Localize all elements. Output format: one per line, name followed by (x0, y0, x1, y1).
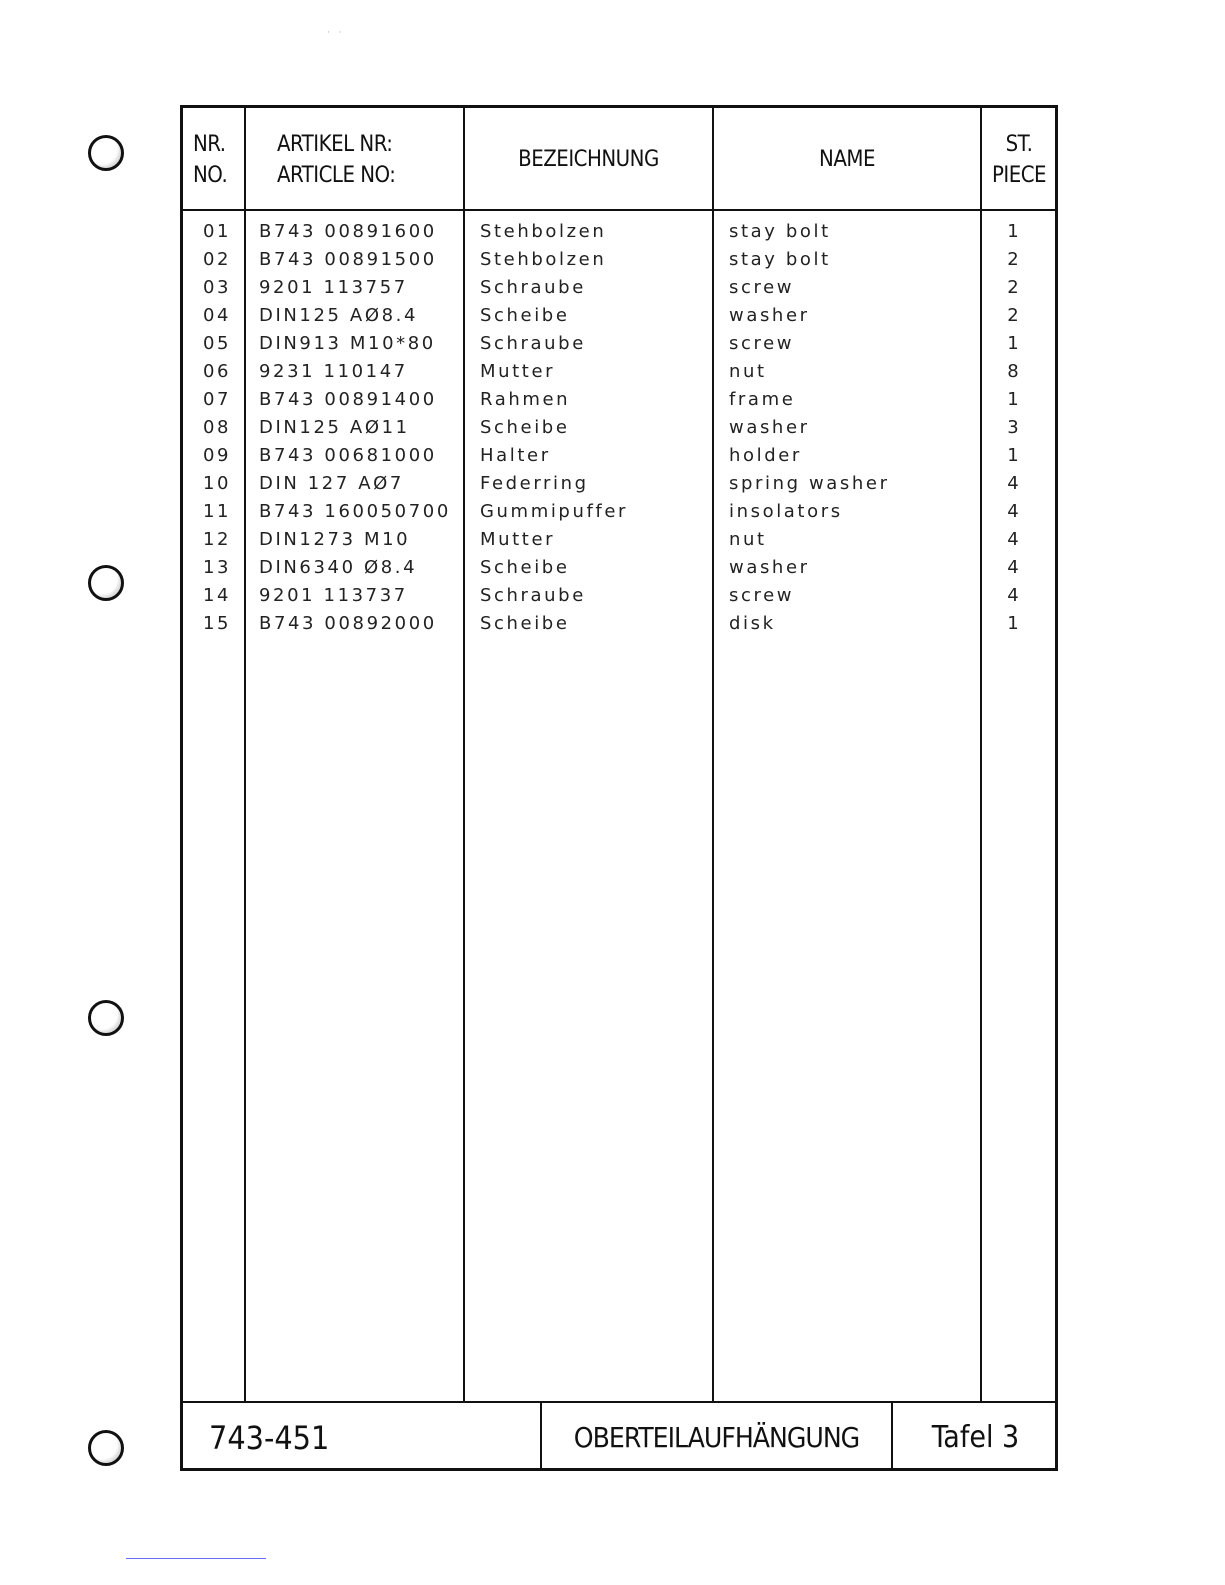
row-bezeichnung: Scheibe (480, 613, 570, 634)
table-row (183, 333, 1055, 361)
row-bezeichnung: Scheibe (480, 557, 570, 578)
row-name: frame (729, 389, 796, 410)
row-no: 06 (203, 361, 232, 382)
row-article: B743 00891500 (259, 249, 437, 270)
row-qty: 1 (1007, 613, 1019, 634)
table-row (183, 221, 1055, 249)
row-no: 04 (203, 305, 232, 326)
row-name: insolators (729, 501, 843, 522)
punch-hole-4 (88, 1430, 124, 1466)
drawing-number: 743-451 (209, 1418, 330, 1457)
row-bezeichnung: Gummipuffer (480, 501, 629, 522)
header-nr-en: NO. (193, 162, 228, 188)
scan-mark-line (126, 1558, 266, 1559)
row-article: B743 00891600 (259, 221, 437, 242)
row-qty: 1 (1007, 389, 1019, 410)
header-nr (193, 108, 243, 211)
footer-separator (183, 1401, 1055, 1403)
row-name: holder (729, 445, 802, 466)
row-article: B743 00891400 (259, 389, 437, 410)
punch-hole-3 (88, 1000, 124, 1036)
header-name: NAME (819, 147, 875, 172)
row-qty: 8 (1007, 361, 1019, 382)
row-name: washer (729, 417, 810, 438)
parts-list-table (180, 105, 1058, 1471)
header-piece-de: ST. (1005, 131, 1033, 157)
header-article-de: ARTIKEL NR: (277, 131, 393, 157)
table-row (183, 473, 1055, 501)
row-no: 08 (203, 417, 232, 438)
row-article: DIN 127 AØ7 (259, 473, 404, 494)
header-article-en: ARTICLE NO: (277, 162, 396, 188)
row-no: 15 (203, 613, 232, 634)
table-row (183, 613, 1055, 641)
row-name: spring washer (729, 473, 890, 494)
table-row (183, 417, 1055, 445)
header-piece (982, 108, 1056, 211)
row-qty: 2 (1007, 277, 1019, 298)
row-bezeichnung: Schraube (480, 277, 586, 298)
row-qty: 4 (1007, 557, 1019, 578)
row-article: 9231 110147 (259, 361, 408, 382)
row-name: screw (729, 333, 795, 354)
row-bezeichnung: Federring (480, 473, 589, 494)
row-article: 9201 113737 (259, 585, 408, 606)
row-bezeichnung: Mutter (480, 529, 556, 550)
row-article: 9201 113757 (259, 277, 408, 298)
row-name: screw (729, 277, 795, 298)
punch-hole-1 (88, 135, 124, 171)
table-row (183, 389, 1055, 417)
row-no: 09 (203, 445, 232, 466)
row-qty: 4 (1007, 529, 1019, 550)
row-qty: 4 (1007, 585, 1019, 606)
row-no: 03 (203, 277, 232, 298)
row-article: DIN125 AØ11 (259, 417, 410, 438)
row-article: DIN6340 Ø8.4 (259, 557, 418, 578)
row-bezeichnung: Halter (480, 445, 551, 466)
row-bezeichnung: Schraube (480, 585, 586, 606)
row-no: 13 (203, 557, 232, 578)
row-name: screw (729, 585, 795, 606)
row-article: DIN125 AØ8.4 (259, 305, 419, 326)
row-no: 02 (203, 249, 232, 270)
header-piece-en: PIECE (991, 162, 1047, 188)
row-bezeichnung: Stehbolzen (480, 221, 607, 242)
table-row (183, 585, 1055, 613)
table-row (183, 529, 1055, 557)
row-bezeichnung: Mutter (480, 361, 556, 382)
row-no: 01 (203, 221, 232, 242)
row-no: 10 (203, 473, 232, 494)
row-article: B743 00681000 (259, 445, 437, 466)
header-separator (183, 209, 1055, 211)
sheet-number: Tafel 3 (931, 1420, 1020, 1455)
table-row (183, 249, 1055, 277)
header-nr-de: NR. (193, 131, 226, 157)
row-qty: 4 (1007, 501, 1019, 522)
row-qty: 1 (1007, 333, 1019, 354)
row-bezeichnung: Schraube (480, 333, 586, 354)
row-name: disk (729, 613, 776, 634)
table-row (183, 361, 1055, 389)
row-qty: 2 (1007, 305, 1019, 326)
scan-specks: · · (327, 28, 345, 38)
row-no: 05 (203, 333, 232, 354)
row-name: washer (729, 557, 810, 578)
row-name: nut (729, 529, 767, 550)
row-name: stay bolt (729, 249, 831, 270)
table-row (183, 305, 1055, 333)
header-article (277, 108, 461, 211)
row-name: washer (729, 305, 810, 326)
row-bezeichnung: Rahmen (480, 389, 571, 410)
row-qty: 1 (1007, 445, 1019, 466)
row-no: 11 (203, 501, 232, 522)
row-article: DIN1273 M10 (259, 529, 411, 550)
row-qty: 4 (1007, 473, 1019, 494)
row-qty: 2 (1007, 249, 1019, 270)
row-bezeichnung: Scheibe (480, 305, 570, 326)
table-row (183, 501, 1055, 529)
row-article: B743 160050700 (259, 501, 451, 522)
header-bezeichnung: BEZEICHNUNG (518, 147, 659, 172)
row-no: 12 (203, 529, 232, 550)
table-row (183, 277, 1055, 305)
row-name: stay bolt (729, 221, 831, 242)
row-bezeichnung: Stehbolzen (480, 249, 607, 270)
row-name: nut (729, 361, 767, 382)
row-article: DIN913 M10*80 (259, 333, 436, 354)
row-no: 07 (203, 389, 232, 410)
row-bezeichnung: Scheibe (480, 417, 570, 438)
row-qty: 1 (1007, 221, 1019, 242)
row-qty: 3 (1007, 417, 1019, 438)
assembly-title: OBERTEILAUFHÄNGUNG (573, 1421, 860, 1454)
row-article: B743 00892000 (259, 613, 437, 634)
table-row (183, 557, 1055, 585)
row-no: 14 (203, 585, 232, 606)
punch-hole-2 (88, 565, 124, 601)
table-row (183, 445, 1055, 473)
